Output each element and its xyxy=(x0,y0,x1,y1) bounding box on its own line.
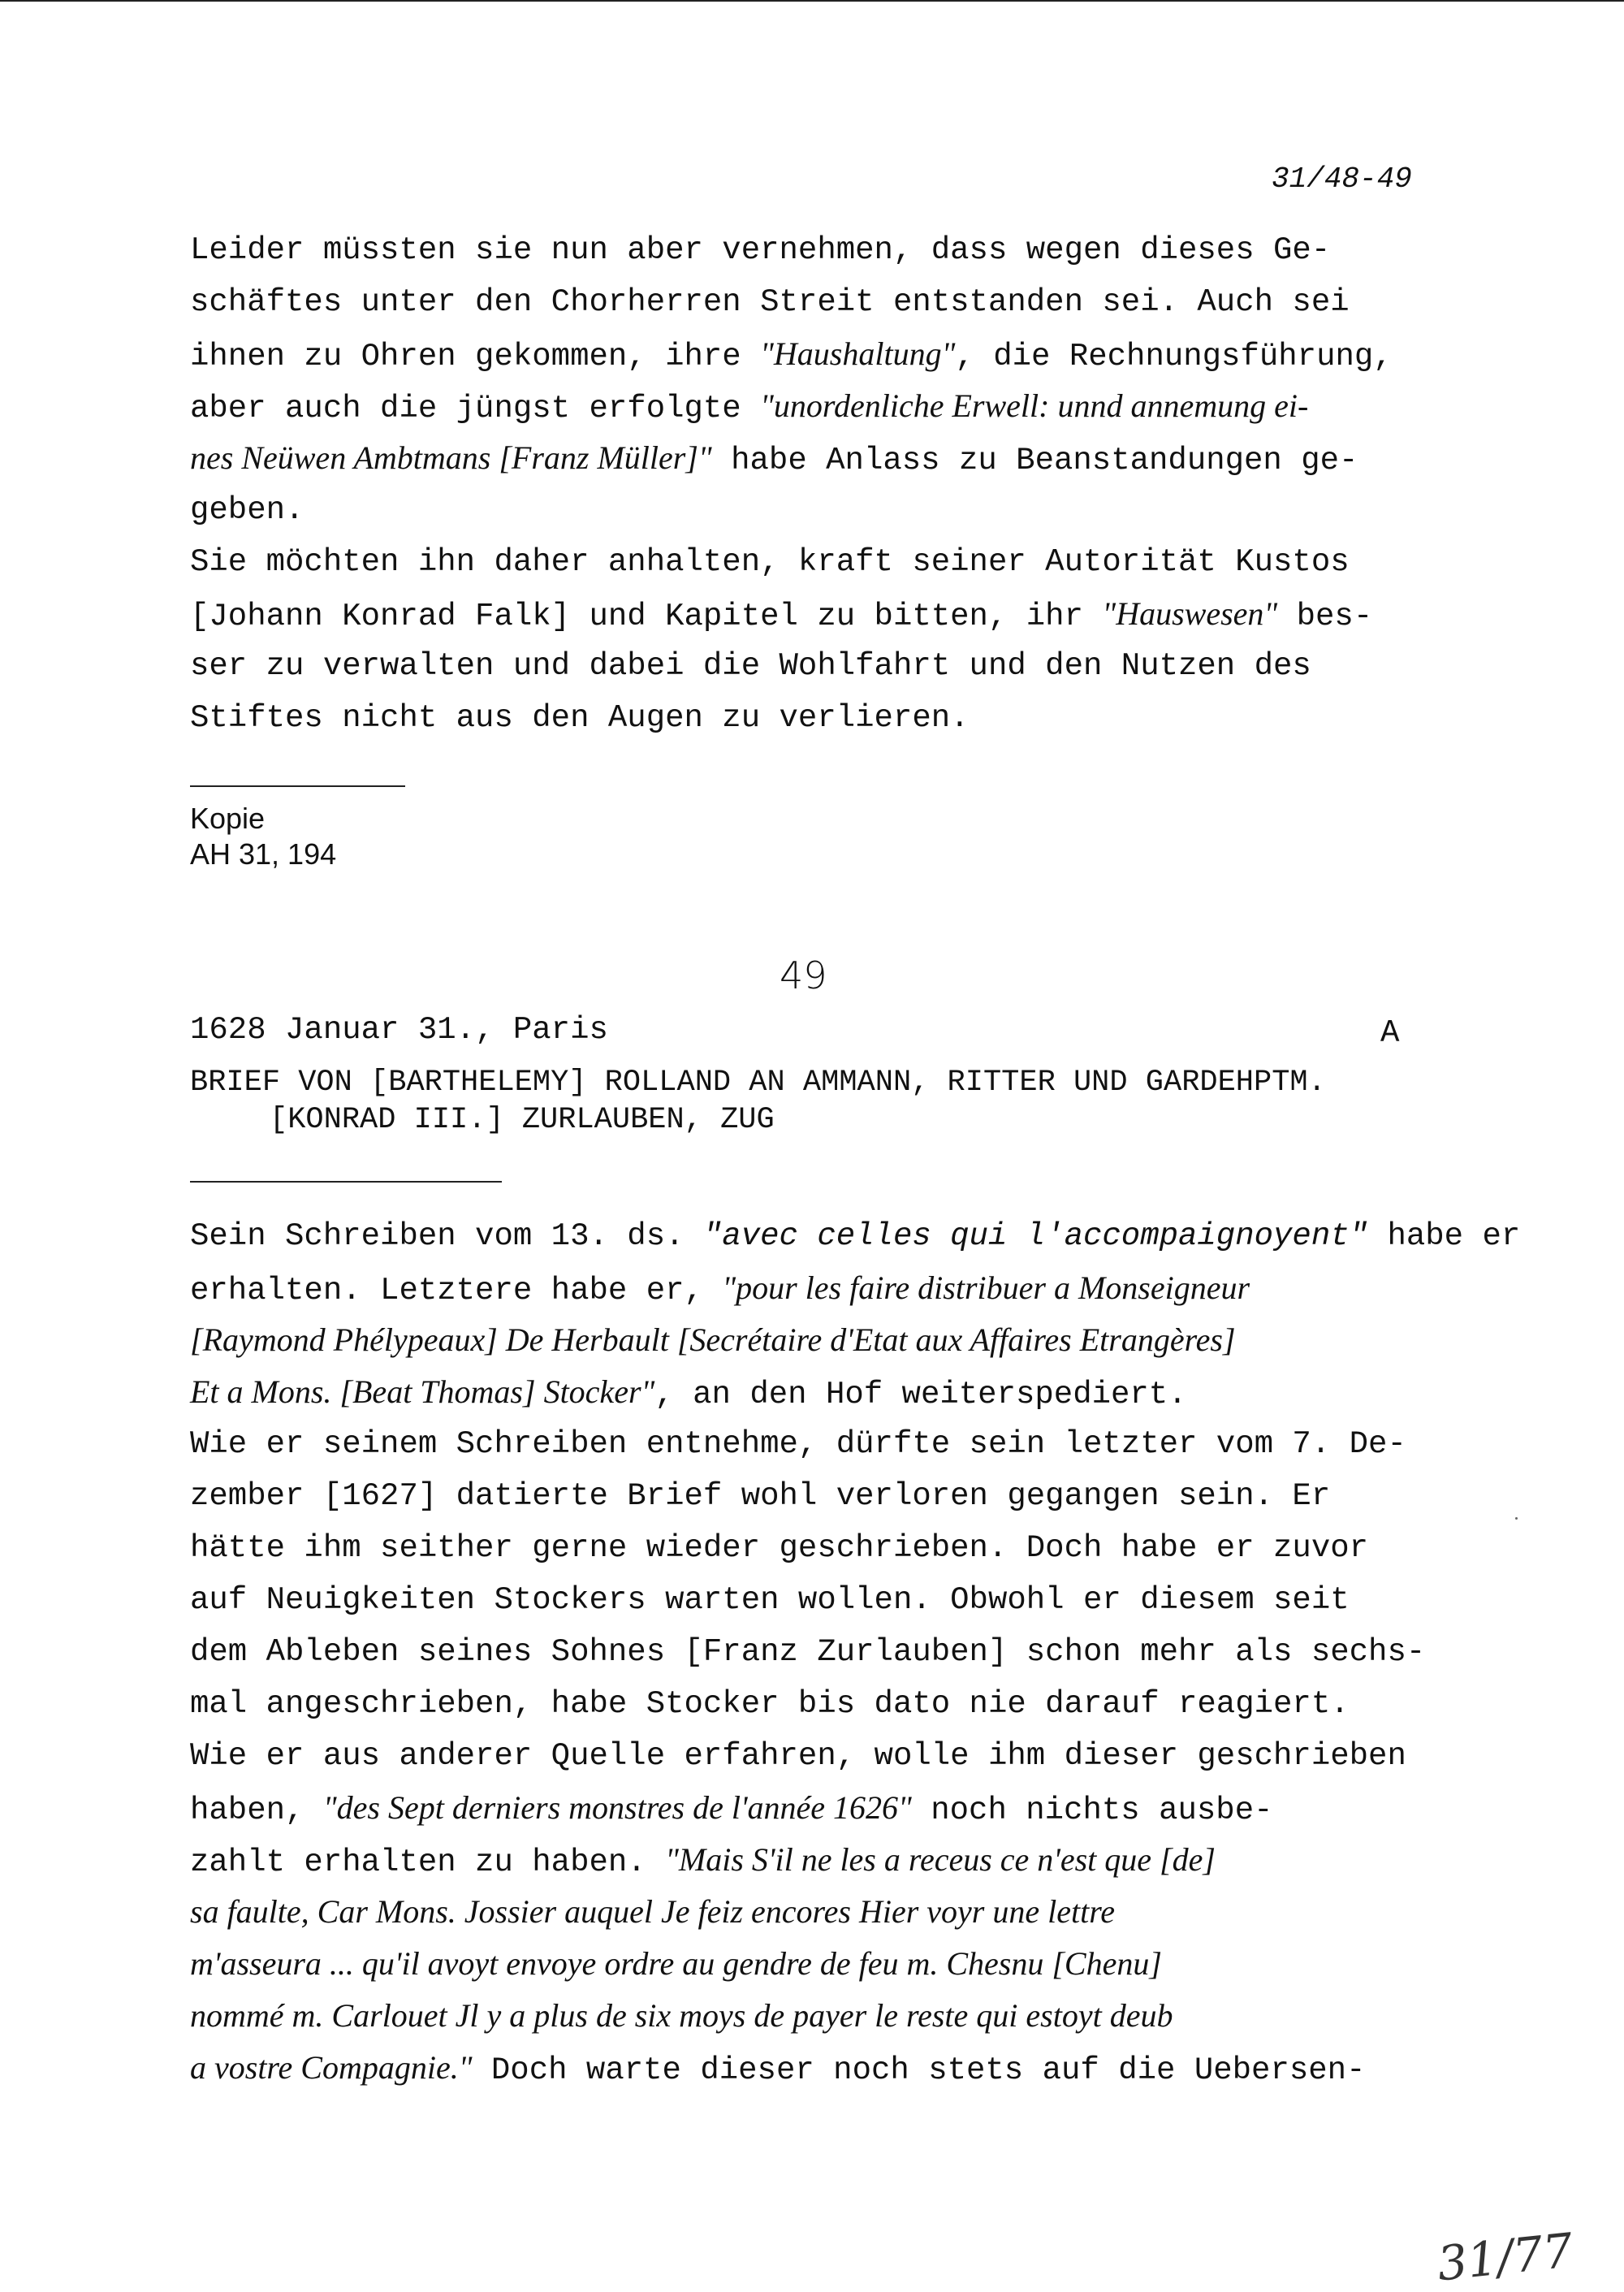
text-line: schäftes unter den Chorherren Streit entstanden sei. Auch sei xyxy=(190,284,1350,320)
text-line: Sie möchten ihn daher anhalten, kraft seiner Autorität Kustos xyxy=(190,544,1350,580)
text-line: dem Ableben seines Sohnes [Franz Zurlauben] schon mehr als sechs- xyxy=(190,1634,1426,1670)
text-line: haben, "des Sept derniers monstres de l'année 1626" noch nichts ausbe- xyxy=(190,1789,1273,1828)
text-line: a vostre Compagnie." Doch warte dieser noch stets auf die Uebersen- xyxy=(190,2049,1366,2088)
text-line: hätte ihm seither gerne wieder geschrieben. Doch habe er zuvor xyxy=(190,1530,1369,1566)
top-border xyxy=(0,0,1624,2)
quote: a vostre Compagnie." xyxy=(190,2049,473,2086)
quote: "unordenliche Erwell: unnd annemung ei- xyxy=(760,387,1309,424)
quote: "des Sept derniers monstres de l'année 1626" xyxy=(322,1789,912,1826)
quote: nommé m. Carlouet Jl y a plus de six moys de payer le reste qui estoyt deub xyxy=(190,1997,1173,2034)
quote: "Haushaltung" xyxy=(760,335,956,372)
quote: "pour les faire distribuer a Monseigneur xyxy=(722,1269,1250,1306)
text-line: ser zu verwalten und dabei die Wohlfahrt und den Nutzen des xyxy=(190,648,1311,684)
text-line: Stiftes nicht aus den Augen zu verlieren. xyxy=(190,700,970,736)
document-title-line: [KONRAD III.] ZURLAUBEN, ZUG xyxy=(270,1103,775,1137)
document-classification: A xyxy=(1380,1015,1400,1051)
document-title-line: BRIEF VON [BARTHELEMY] ROLLAND AN AMMANN, RITTER UND GARDEHPTM. xyxy=(190,1066,1326,1100)
text-line: ihnen zu Ohren gekommen, ihre "Haushaltung", die Rechnungsführung, xyxy=(190,335,1393,374)
quote: m'asseura ... qu'il avoyt envoye ordre au gendre de feu m. Chesnu [Chenu] xyxy=(190,1945,1162,1982)
text-line xyxy=(190,1314,1236,1369)
text-line: auf Neuigkeiten Stockers warten wollen. Obwohl er diesem seit xyxy=(190,1582,1350,1618)
quote: sa faulte, Car Mons. Jossier auquel Je feiz encores Hier voyr une lettre xyxy=(190,1893,1116,1930)
scan-speck xyxy=(1515,1517,1518,1520)
text-line: erhalten. Letztere habe er, "pour les faire distribuer a Monseigneur xyxy=(190,1269,1250,1308)
text-line: Wie er aus anderer Quelle erfahren, wolle ihm dieser geschrieben xyxy=(190,1738,1406,1774)
quote: "avec celles qui l'accompaignoyent" xyxy=(702,1218,1369,1254)
text-line: Leider müssten sie nun aber vernehmen, dass wegen dieses Ge- xyxy=(190,232,1331,268)
text-line: geben. xyxy=(190,492,304,528)
text-line: zahlt erhalten zu haben. "Mais S'il ne les a receus ce n'est que [de] xyxy=(190,1841,1216,1880)
text-line: Wie er seinem Schreiben entnehme, dürfte sein letzter vom 7. De- xyxy=(190,1426,1406,1462)
document-date-place: 1628 Januar 31., Paris xyxy=(190,1012,608,1048)
text-line xyxy=(190,1886,1115,1940)
quote: "Mais S'il ne les a receus ce n'est que [de] xyxy=(665,1841,1216,1878)
page-reference: 31/48-49 xyxy=(1272,162,1412,196)
quote: [Raymond Phélypeaux] De Herbault [Secrétaire d'Etat aux Affaires Etrangères] xyxy=(190,1321,1236,1358)
text-line: Sein Schreiben vom 13. ds. "avec celles qui l'accompaignoyent" habe er xyxy=(190,1218,1521,1254)
text-line: [Johann Konrad Falk] und Kapitel zu bitten, ihr "Hauswesen" bes- xyxy=(190,595,1373,634)
text-line: mal angeschrieben, habe Stocker bis dato nie darauf reagiert. xyxy=(190,1686,1350,1722)
archive-folio-stamp: 31/77 xyxy=(1434,2222,1576,2292)
quote: Et a Mons. [Beat Thomas] Stocker" xyxy=(190,1373,655,1410)
document-number: 49 xyxy=(780,954,827,997)
text-line: zember [1627] datierte Brief wohl verloren gegangen sein. Er xyxy=(190,1478,1331,1514)
text-line: aber auch die jüngst erfolgte "unordenliche Erwell: unnd annemung ei- xyxy=(190,387,1309,426)
text-line xyxy=(190,1990,1173,2044)
text-line: Et a Mons. [Beat Thomas] Stocker", an den Hof weiterspediert. xyxy=(190,1373,1187,1412)
source-kind: Kopie xyxy=(190,802,266,835)
separator-rule xyxy=(190,1181,502,1183)
text-line xyxy=(190,1938,1162,1992)
quote: "Hauswesen" xyxy=(1102,595,1278,632)
quote: nes Neüwen Ambtmans [Franz Müller]" xyxy=(190,439,712,476)
source-reference: AH 31, 194 xyxy=(190,837,337,871)
separator-rule xyxy=(190,785,405,787)
text-line: nes Neüwen Ambtmans [Franz Müller]" habe Anlass zu Beanstandungen ge- xyxy=(190,439,1358,478)
